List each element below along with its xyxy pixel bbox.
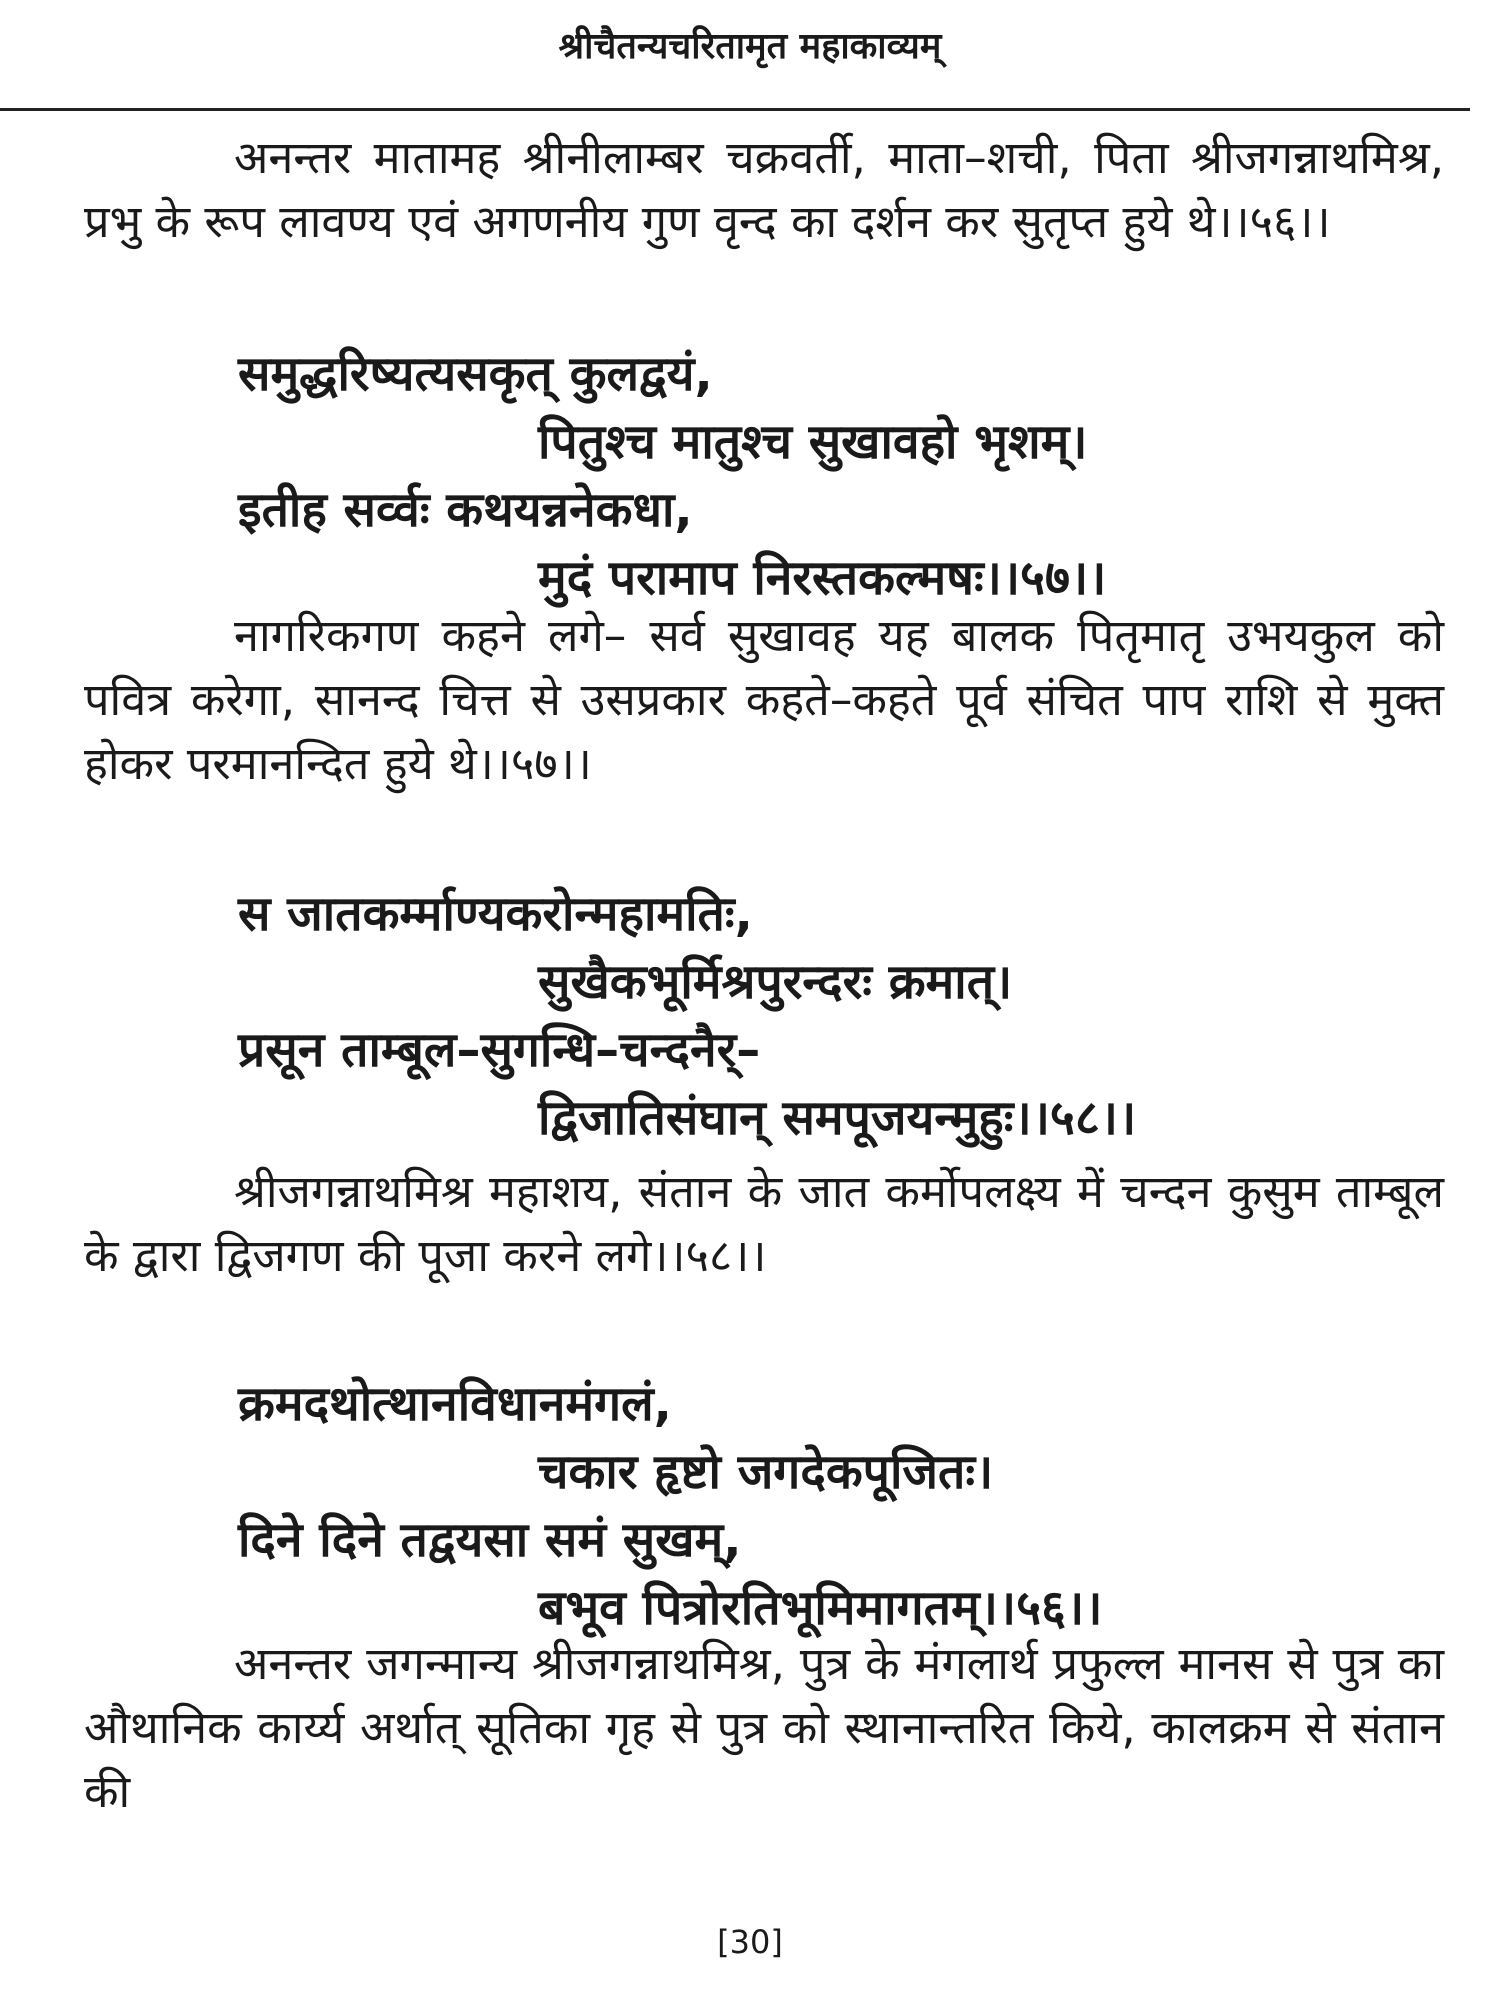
verse-line: बभूव पित्रोरतिभूमिमागतम्।।५६।। — [538, 1580, 1103, 1636]
verse-line: सुखैकभूर्मिश्रपुरन्दरः क्रमात्। — [538, 954, 1013, 1010]
verse-58 — [0, 880, 1500, 1152]
commentary-paragraph-58 — [84, 1160, 1444, 1288]
commentary-text: अनन्तर मातामह श्रीनीलाम्बर चक्रवर्ती, माता–शची, पिता श्रीजगन्नाथमिश्र, प्रभु के रूप लावण्य एवं अगणनीय गुण वृन्द का दर्शन कर सुतृप्त हुये थे।।५६।। — [84, 131, 1444, 248]
commentary-paragraph-59 — [84, 1632, 1444, 1824]
verse-line: चकार हृष्टो जगदेकपूजितः। — [538, 1444, 994, 1500]
running-head-title: श्रीचैतन्यचरितामृत महाकाव्यम् — [558, 26, 942, 67]
commentary-paragraph-57 — [84, 604, 1444, 796]
page-number: [30] — [717, 1923, 783, 1961]
commentary-text: अनन्तर जगन्मान्य श्रीजगन्नाथमिश्र, पुत्र के मंगलार्थ प्रफुल्ल मानस से पुत्र का औथानिक कार्य्य अर्थात् सूतिका गृह से पुत्र को स्थानान्तरित किये, कालक्रम से संतान की — [84, 1637, 1444, 1818]
verse-line: दिने दिने तद्वयसा समं सुखम्, — [238, 1512, 742, 1568]
verse-line: समुद्धरिष्यत्यसकृत् कुलद्वयं, — [238, 346, 713, 402]
verse-line: क्रमदथोत्थानविधानमंगलं, — [238, 1376, 672, 1432]
verse-line: स जातकर्म्माण्यकरोन्महामतिः, — [238, 886, 753, 942]
verse-57 — [0, 340, 1500, 612]
commentary-text: नागरिकगण कहने लगे– सर्व सुखावह यह बालक पितृमातृ उभयकुल को पवित्र करेगा, सानन्द चित्त से उसप्रकार कहते–कहते पूर्व संचित पाप राशि से मुक्त होकर परमानन्दित हुये थे।।५७।। — [84, 609, 1444, 790]
verse-59 — [0, 1370, 1500, 1642]
verse-line: पितुश्च मातुश्च सुखावहो भृशम्। — [538, 414, 1088, 470]
verse-line: प्रसून ताम्बूल–सुगन्धि–चन्दनैर्– — [238, 1022, 761, 1078]
verse-line: इतीह सर्व्वः कथयन्ननेकधा, — [238, 482, 693, 538]
verse-line: मुदं परामाप निरस्तकल्मषः।।५७।। — [538, 550, 1107, 606]
header-rule — [0, 108, 1470, 111]
verse-line: द्विजातिसंघान् समपूजयन्मुहुः।।५८।। — [538, 1090, 1137, 1146]
commentary-paragraph-56 — [84, 126, 1444, 254]
commentary-text: श्रीजगन्नाथमिश्र महाशय, संतान के जात कर्मोपलक्ष्य में चन्दन कुसुम ताम्बूल के द्वारा द्विजगण की पूजा करने लगे।।५८।। — [84, 1165, 1444, 1282]
